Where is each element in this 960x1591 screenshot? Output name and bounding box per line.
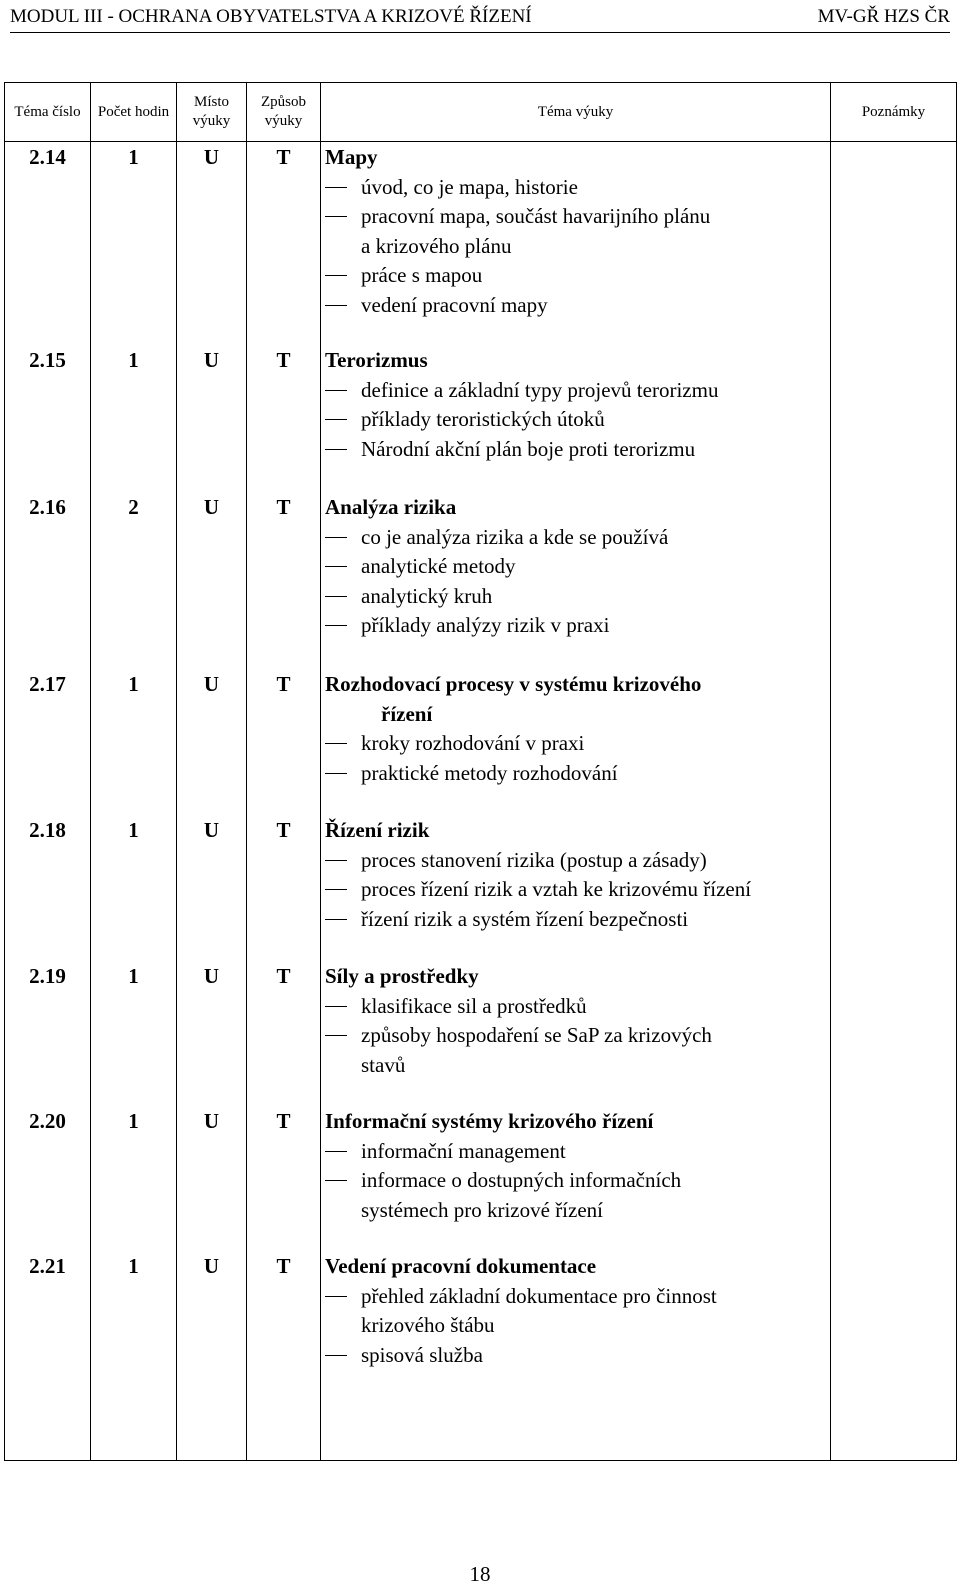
dash-bullet-icon <box>325 1006 347 1007</box>
topic-number: 2.20 <box>29 1109 66 1133</box>
list-item-text: úvod, co je mapa, historie <box>361 174 578 199</box>
dash-bullet-icon <box>325 566 347 567</box>
dash-bullet-icon <box>325 1151 347 1152</box>
col-header-place: Místo výuky <box>177 83 247 142</box>
hours-value: 1 <box>128 818 139 842</box>
list-item-text: definice a základní typy projevů terorizmu <box>361 377 719 402</box>
topic-number: 2.16 <box>29 495 66 519</box>
topic-title <box>321 670 830 729</box>
hours-value: 1 <box>128 1254 139 1278</box>
module-title: MODUL III - OCHRANA OBYVATELSTVA A KRIZOVÉ ŘÍZENÍ <box>10 6 532 27</box>
list-item-text: kroky rozhodování v praxi <box>361 731 585 755</box>
method-value: T <box>276 348 291 372</box>
topic-number: 2.17 <box>29 672 66 696</box>
topic-title <box>321 816 830 846</box>
place-value: U <box>203 1109 220 1133</box>
list-item-text: vedení pracovní mapy <box>361 292 548 317</box>
curriculum-table <box>4 82 957 1461</box>
method-value: T <box>276 495 291 519</box>
list-item <box>321 1282 830 1341</box>
list-item-text: přehled základní dokumentace pro činnost krizového štábu <box>361 1283 717 1337</box>
topic-title-text: Rozhodovací procesy v systému krizového <box>325 672 702 696</box>
list-item-text: proces stanovení rizika (postup a zásady) <box>361 847 707 872</box>
topic-title-text: Síly a prostředky <box>325 964 479 988</box>
list-item <box>321 261 830 291</box>
dash-bullet-icon <box>325 1180 347 1181</box>
organization-label: MV-GŘ HZS ČR <box>817 6 950 27</box>
list-item <box>321 875 830 905</box>
list-item-text: způsoby hospodaření se SaP za krizových stavů <box>361 1023 712 1077</box>
topic-number: 2.19 <box>29 964 66 988</box>
topic-title-text: Mapy <box>325 145 378 169</box>
list-item-text: pracovní mapa, součást havarijního plánu a krizového plánu <box>361 204 711 258</box>
place-value: U <box>203 145 220 169</box>
col-header-hours: Počet hodin <box>91 83 177 142</box>
topic-number: 2.18 <box>29 818 66 842</box>
list-item-text: analytické metody <box>361 554 516 578</box>
topic-title-text: Analýza rizika <box>325 495 457 519</box>
topic-number: 2.14 <box>29 145 66 169</box>
method-column <box>247 142 321 1461</box>
topic-block <box>321 962 830 1080</box>
list-item <box>321 376 830 406</box>
list-item <box>321 905 830 935</box>
hours-column <box>91 142 177 1461</box>
dash-bullet-icon <box>325 419 347 420</box>
topic-title <box>321 962 830 992</box>
method-value: T <box>276 818 291 842</box>
dash-bullet-icon <box>325 187 347 188</box>
list-item <box>321 173 830 203</box>
list-item <box>321 1166 830 1225</box>
method-value: T <box>276 672 291 696</box>
topic-column <box>321 142 831 1461</box>
method-value: T <box>276 145 291 169</box>
list-item <box>321 291 830 321</box>
topic-number: 2.21 <box>29 1254 66 1278</box>
list-item <box>321 1341 830 1371</box>
place-column <box>177 142 247 1461</box>
method-value: T <box>276 1109 291 1133</box>
dash-bullet-icon <box>325 596 347 597</box>
list-item <box>321 1137 830 1167</box>
hours-value: 1 <box>128 145 139 169</box>
list-item-text: řízení rizik a systém řízení bezpečnosti <box>361 906 689 931</box>
list-item-text: příklady teroristických útoků <box>361 407 605 431</box>
list-item-text: proces řízení rizik a vztah ke krizovému řízení <box>361 877 752 901</box>
place-value: U <box>203 672 220 696</box>
table-header-row <box>5 83 957 142</box>
topic-title-text: Vedení pracovní dokumentace <box>325 1254 597 1278</box>
list-item-text: co je analýza rizika a kde se používá <box>361 524 669 549</box>
topic-block <box>321 493 830 641</box>
dash-bullet-icon <box>325 305 347 306</box>
dash-bullet-icon <box>325 625 347 626</box>
dash-bullet-icon <box>325 1296 347 1297</box>
page-number: 18 <box>469 1562 491 1586</box>
topic-title-text: Informační systémy krizového řízení <box>325 1109 654 1133</box>
list-item <box>321 611 830 641</box>
dash-bullet-icon <box>325 1035 347 1036</box>
place-value: U <box>203 964 220 988</box>
dash-bullet-icon <box>325 216 347 217</box>
dash-bullet-icon <box>325 449 347 450</box>
topic-block <box>321 816 830 934</box>
topic-title <box>321 346 830 376</box>
hours-value: 2 <box>128 495 139 519</box>
col-header-topic-number: Téma číslo <box>5 83 91 142</box>
dash-bullet-icon <box>325 889 347 890</box>
topic-number: 2.15 <box>29 348 66 372</box>
topic-title <box>321 1107 830 1137</box>
dash-bullet-icon <box>325 1355 347 1356</box>
method-value: T <box>276 1254 291 1278</box>
list-item-text: spisová služba <box>361 1342 483 1367</box>
list-item <box>321 992 830 1022</box>
dash-bullet-icon <box>325 537 347 538</box>
list-item <box>321 202 830 261</box>
topic-title-text: Terorizmus <box>325 348 428 372</box>
col-header-topic: Téma výuky <box>321 83 831 142</box>
topic-title <box>321 1252 830 1282</box>
list-item <box>321 759 830 789</box>
col-header-notes: Poznámky <box>831 83 957 142</box>
list-item-text: praktické metody rozhodování <box>361 760 618 785</box>
place-value: U <box>203 348 220 372</box>
topic-title-text: Řízení rizik <box>325 818 430 842</box>
list-item-text: práce s mapou <box>361 263 483 287</box>
list-item-text: příklady analýzy rizik v praxi <box>361 613 610 637</box>
place-value: U <box>203 495 220 519</box>
list-item <box>321 1021 830 1080</box>
col-header-method: Způsob výuky <box>247 83 321 142</box>
topic-block <box>321 143 830 320</box>
list-item <box>321 523 830 553</box>
list-item <box>321 846 830 876</box>
list-item <box>321 582 830 612</box>
method-value: T <box>276 964 291 988</box>
table-body-row <box>5 142 957 1461</box>
topic-block <box>321 670 830 788</box>
topic-block <box>321 1252 830 1370</box>
dash-bullet-icon <box>325 860 347 861</box>
place-value: U <box>203 1254 220 1278</box>
hours-value: 1 <box>128 348 139 372</box>
topic-title-continuation: řízení <box>381 701 433 726</box>
list-item-text: informace o dostupných informačních systémech pro krizové řízení <box>361 1168 682 1222</box>
list-item <box>321 435 830 465</box>
list-item-text: analytický kruh <box>361 583 493 608</box>
dash-bullet-icon <box>325 275 347 276</box>
list-item <box>321 552 830 582</box>
topic-title <box>321 143 830 173</box>
topic-block <box>321 346 830 464</box>
list-item <box>321 405 830 435</box>
dash-bullet-icon <box>325 773 347 774</box>
hours-value: 1 <box>128 1109 139 1133</box>
dash-bullet-icon <box>325 743 347 744</box>
topic-block <box>321 1107 830 1225</box>
list-item-text: klasifikace sil a prostředků <box>361 993 587 1018</box>
dash-bullet-icon <box>325 390 347 391</box>
list-item <box>321 729 830 759</box>
dash-bullet-icon <box>325 919 347 920</box>
notes-column <box>831 142 957 1461</box>
list-item-text: informační management <box>361 1138 566 1163</box>
topic-title <box>321 493 830 523</box>
page-header <box>10 2 950 33</box>
topic-number-column <box>5 142 91 1461</box>
hours-value: 1 <box>128 964 139 988</box>
hours-value: 1 <box>128 672 139 696</box>
place-value: U <box>203 818 220 842</box>
list-item-text: Národní akční plán boje proti terorizmu <box>361 436 696 461</box>
